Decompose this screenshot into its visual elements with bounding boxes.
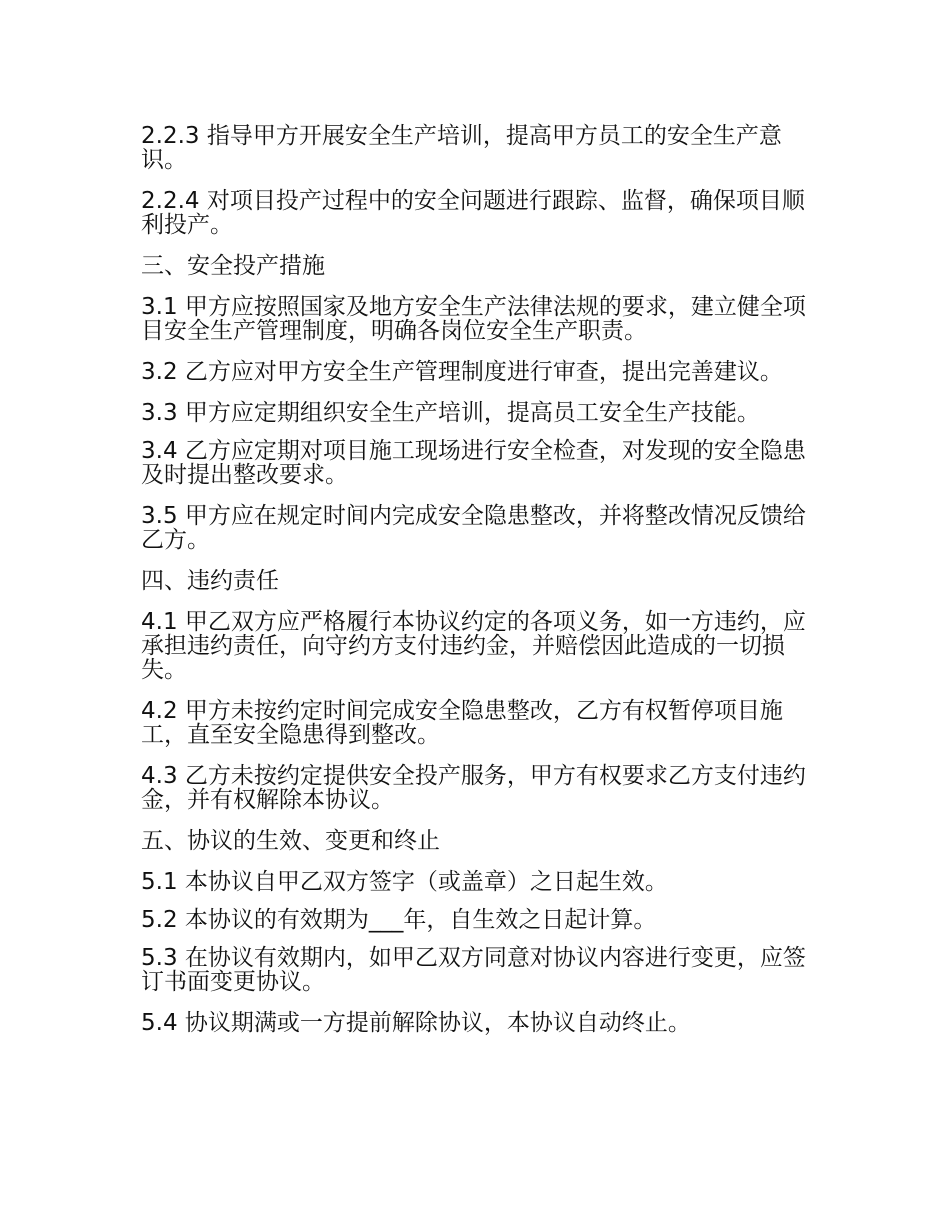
section-heading-3: 三、安全投产措施 xyxy=(141,253,325,279)
clause-2-2-3: 2.2.3 指导甲方开展安全生产培训，提高甲方员工的安全生产意识。 xyxy=(141,123,782,173)
clause-2-2-4: 2.2.4 对项目投产过程中的安全问题进行跟踪、监督，确保项目顺利投产。 xyxy=(141,188,805,238)
clause-5-2: 5.2 本协议的有效期为___年，自生效之日起计算。 xyxy=(141,907,657,933)
clause-5-1: 5.1 本协议自甲乙双方签字（或盖章）之日起生效。 xyxy=(141,869,668,895)
clause-5-4: 5.4 协议期满或一方提前解除协议，本协议自动终止。 xyxy=(141,1010,691,1036)
section-heading-4: 四、违约责任 xyxy=(141,568,279,594)
clause-3-3: 3.3 甲方应定期组织安全生产培训，提高员工安全生产技能。 xyxy=(141,400,760,426)
clause-4-1: 4.1 甲乙双方应严格履行本协议约定的各项义务，如一方违约，应承担违约责任，向守约方支付违约金，并赔偿因此造成的一切损失。 xyxy=(141,609,806,683)
clause-4-3: 4.3 乙方未按约定提供安全投产服务，甲方有权要求乙方支付违约金，并有权解除本协议。 xyxy=(141,763,806,813)
section-heading-5: 五、协议的生效、变更和终止 xyxy=(141,828,440,854)
clause-4-2: 4.2 甲方未按约定时间完成安全隐患整改，乙方有权暂停项目施工，直至安全隐患得到整改。 xyxy=(141,698,783,748)
clause-5-3: 5.3 在协议有效期内，如甲乙双方同意对协议内容进行变更，应签订书面变更协议。 xyxy=(141,945,806,995)
clause-3-5: 3.5 甲方应在规定时间内完成安全隐患整改，并将整改情况反馈给乙方。 xyxy=(141,503,806,553)
clause-3-2: 3.2 乙方应对甲方安全生产管理制度进行审查，提出完善建议。 xyxy=(141,359,783,385)
clause-3-4: 3.4 乙方应定期对项目施工现场进行安全检查，对发现的安全隐患及时提出整改要求。 xyxy=(141,438,806,488)
document-page xyxy=(141,124,813,1049)
clause-3-1: 3.1 甲方应按照国家及地方安全生产法律法规的要求，建立健全项目安全生产管理制度，明确各岗位安全生产职责。 xyxy=(141,294,806,344)
